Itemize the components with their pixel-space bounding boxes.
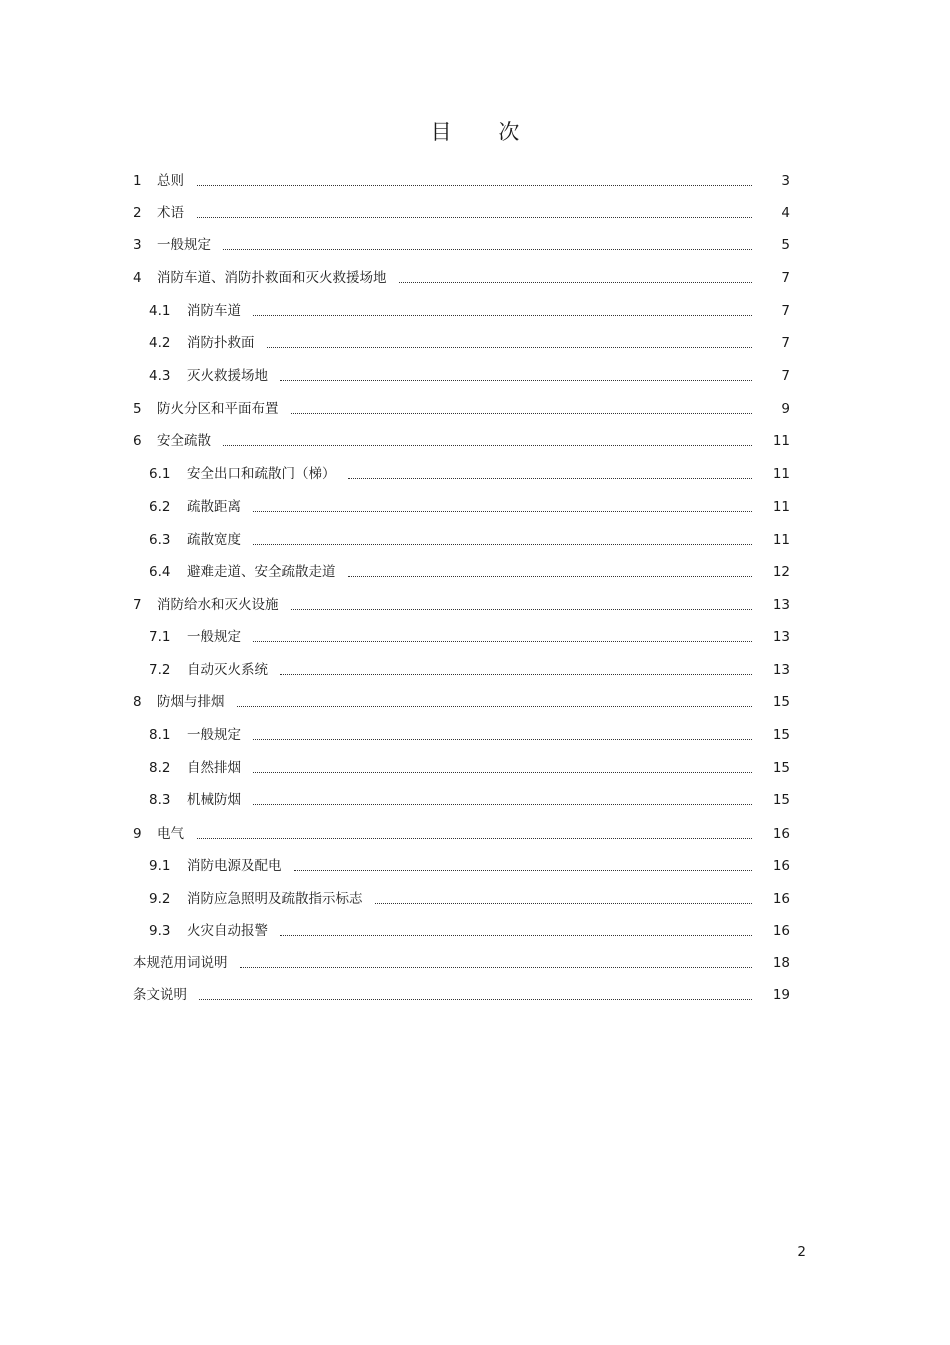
page-number: 2 [797, 1244, 806, 1260]
toc-entry[interactable] [0, 363, 950, 389]
toc-entry-page: 19 [772, 987, 790, 1003]
toc-entry-title: 防火分区和平面布置 [157, 401, 279, 417]
toc-entry-title: 消防车道、消防扑救面和灭火救援场地 [157, 270, 387, 286]
toc-entry[interactable] [0, 755, 950, 781]
toc-entry-number: 4.2 [149, 335, 171, 351]
toc-entry-number: 9.3 [149, 923, 171, 939]
toc-entry[interactable] [0, 232, 950, 258]
toc-entry-page: 15 [772, 727, 790, 743]
toc-dot-leader [294, 853, 753, 879]
toc-entry[interactable] [0, 886, 950, 912]
toc-entry[interactable] [0, 689, 950, 715]
toc-entry-number: 1 [133, 173, 142, 189]
toc-entry[interactable] [0, 982, 950, 1008]
toc-entry-title: 火灾自动报警 [187, 923, 268, 939]
toc-entry-page: 13 [772, 629, 790, 645]
toc-entry[interactable] [0, 657, 950, 683]
toc-dot-leader [267, 330, 753, 356]
toc-entry[interactable] [0, 396, 950, 422]
toc-entry-number: 6.4 [149, 564, 171, 580]
toc-entry[interactable] [0, 787, 950, 813]
toc-entry-page: 7 [781, 303, 790, 319]
toc-entry[interactable] [0, 853, 950, 879]
toc-entry[interactable] [0, 428, 950, 454]
toc-entry-page: 11 [772, 532, 790, 548]
toc-entry[interactable] [0, 950, 950, 976]
toc-entry[interactable] [0, 592, 950, 618]
toc-dot-leader [399, 265, 753, 291]
toc-entry-number: 8 [133, 694, 142, 710]
toc-entry-page: 9 [781, 401, 790, 417]
toc-dot-leader [253, 755, 752, 781]
toc-entry[interactable] [0, 494, 950, 520]
toc-entry[interactable] [0, 200, 950, 226]
toc-entry[interactable] [0, 330, 950, 356]
toc-entry[interactable] [0, 918, 950, 944]
toc-dot-leader [223, 428, 752, 454]
toc-entry-title: 安全出口和疏散门（梯） [187, 466, 336, 482]
toc-entry-title: 疏散距离 [187, 499, 241, 515]
toc-entry-title: 消防扑救面 [187, 335, 255, 351]
toc-dot-leader [223, 232, 752, 258]
toc-entry-title: 电气 [157, 826, 184, 842]
toc-entry-page: 7 [781, 335, 790, 351]
toc-entry-page: 15 [772, 760, 790, 776]
toc-entry-number: 4.1 [149, 303, 171, 319]
toc-dot-leader [375, 886, 753, 912]
toc-entry-number: 9 [133, 826, 142, 842]
toc-entry-title: 一般规定 [157, 237, 211, 253]
toc-dot-leader [253, 527, 752, 553]
toc-entry-page: 4 [781, 205, 790, 221]
toc-entry[interactable] [0, 624, 950, 650]
toc-entry[interactable] [0, 461, 950, 487]
toc-entry-title: 消防给水和灭火设施 [157, 597, 279, 613]
toc-entry-title: 机械防烟 [187, 792, 241, 808]
toc-entry[interactable] [0, 559, 950, 585]
toc-dot-leader [197, 821, 752, 847]
toc-entry-number: 6.2 [149, 499, 171, 515]
toc-dot-leader [253, 494, 752, 520]
toc-entry-page: 11 [772, 499, 790, 515]
toc-entry-page: 3 [781, 173, 790, 189]
toc-entry-title: 总则 [157, 173, 184, 189]
toc-entry-page: 7 [781, 368, 790, 384]
toc-dot-leader [240, 950, 753, 976]
toc-entry[interactable] [0, 722, 950, 748]
toc-entry-page: 12 [772, 564, 790, 580]
toc-dot-leader [237, 689, 753, 715]
toc-entry[interactable] [0, 265, 950, 291]
toc-dot-leader [253, 722, 752, 748]
toc-entry-title: 术语 [157, 205, 184, 221]
toc-entry-page: 13 [772, 662, 790, 678]
toc-entry-number: 8.3 [149, 792, 171, 808]
toc-entry-page: 16 [772, 923, 790, 939]
toc-entry-title: 一般规定 [187, 727, 241, 743]
toc-entry-title: 灭火救援场地 [187, 368, 268, 384]
toc-entry-number: 2 [133, 205, 142, 221]
toc-dot-leader [253, 298, 752, 324]
toc-entry-number: 9.2 [149, 891, 171, 907]
toc-entry-page: 16 [772, 826, 790, 842]
toc-entry-title: 疏散宽度 [187, 532, 241, 548]
page-title: 目 次 [430, 120, 540, 144]
toc-entry[interactable] [0, 168, 950, 194]
toc-entry-page: 5 [781, 237, 790, 253]
toc-entry[interactable] [0, 298, 950, 324]
toc-entry-number: 7 [133, 597, 142, 613]
toc-entry-page: 11 [772, 466, 790, 482]
toc-entry-number: 6 [133, 433, 142, 449]
toc-entry-title: 一般规定 [187, 629, 241, 645]
toc-entry-page: 11 [772, 433, 790, 449]
toc-entry-page: 15 [772, 792, 790, 808]
toc-entry-number: 4.3 [149, 368, 171, 384]
toc-entry-title: 消防车道 [187, 303, 241, 319]
toc-entry-number: 4 [133, 270, 142, 286]
toc-entry-title: 避难走道、安全疏散走道 [187, 564, 336, 580]
toc-entry-page: 18 [772, 955, 790, 971]
toc-entry-title: 安全疏散 [157, 433, 211, 449]
toc-entry-number: 6.1 [149, 466, 171, 482]
toc-dot-leader [280, 918, 752, 944]
toc-entry-title: 消防电源及配电 [187, 858, 282, 874]
toc-entry-number: 7.1 [149, 629, 171, 645]
toc-entry-number: 8.1 [149, 727, 171, 743]
toc-entry-number: 8.2 [149, 760, 171, 776]
toc-entry[interactable] [0, 527, 950, 553]
toc-entry-title: 自然排烟 [187, 760, 241, 776]
toc-entry-title: 条文说明 [133, 987, 187, 1003]
toc-entry-number: 3 [133, 237, 142, 253]
toc-dot-leader [348, 559, 753, 585]
toc-dot-leader [253, 624, 752, 650]
toc-dot-leader [197, 200, 752, 226]
toc-dot-leader [291, 592, 753, 618]
toc-dot-leader [253, 787, 752, 813]
toc-entry-page: 7 [781, 270, 790, 286]
toc-entry-title: 防烟与排烟 [157, 694, 225, 710]
toc-dot-leader [197, 168, 752, 194]
toc-entry-title: 自动灭火系统 [187, 662, 268, 678]
toc-dot-leader [291, 396, 753, 422]
toc-entry-number: 9.1 [149, 858, 171, 874]
toc-entry-page: 16 [772, 858, 790, 874]
toc-dot-leader [280, 657, 752, 683]
toc-entry[interactable] [0, 821, 950, 847]
toc-dot-leader [280, 363, 752, 389]
toc-entry-page: 13 [772, 597, 790, 613]
toc-dot-leader [199, 982, 752, 1008]
toc-entry-page: 15 [772, 694, 790, 710]
toc-entry-number: 7.2 [149, 662, 171, 678]
toc-entry-number: 5 [133, 401, 142, 417]
toc-dot-leader [348, 461, 753, 487]
toc-entry-number: 6.3 [149, 532, 171, 548]
toc-entry-title: 消防应急照明及疏散指示标志 [187, 891, 363, 907]
toc-entry-page: 16 [772, 891, 790, 907]
toc-entry-title: 本规范用词说明 [133, 955, 228, 971]
